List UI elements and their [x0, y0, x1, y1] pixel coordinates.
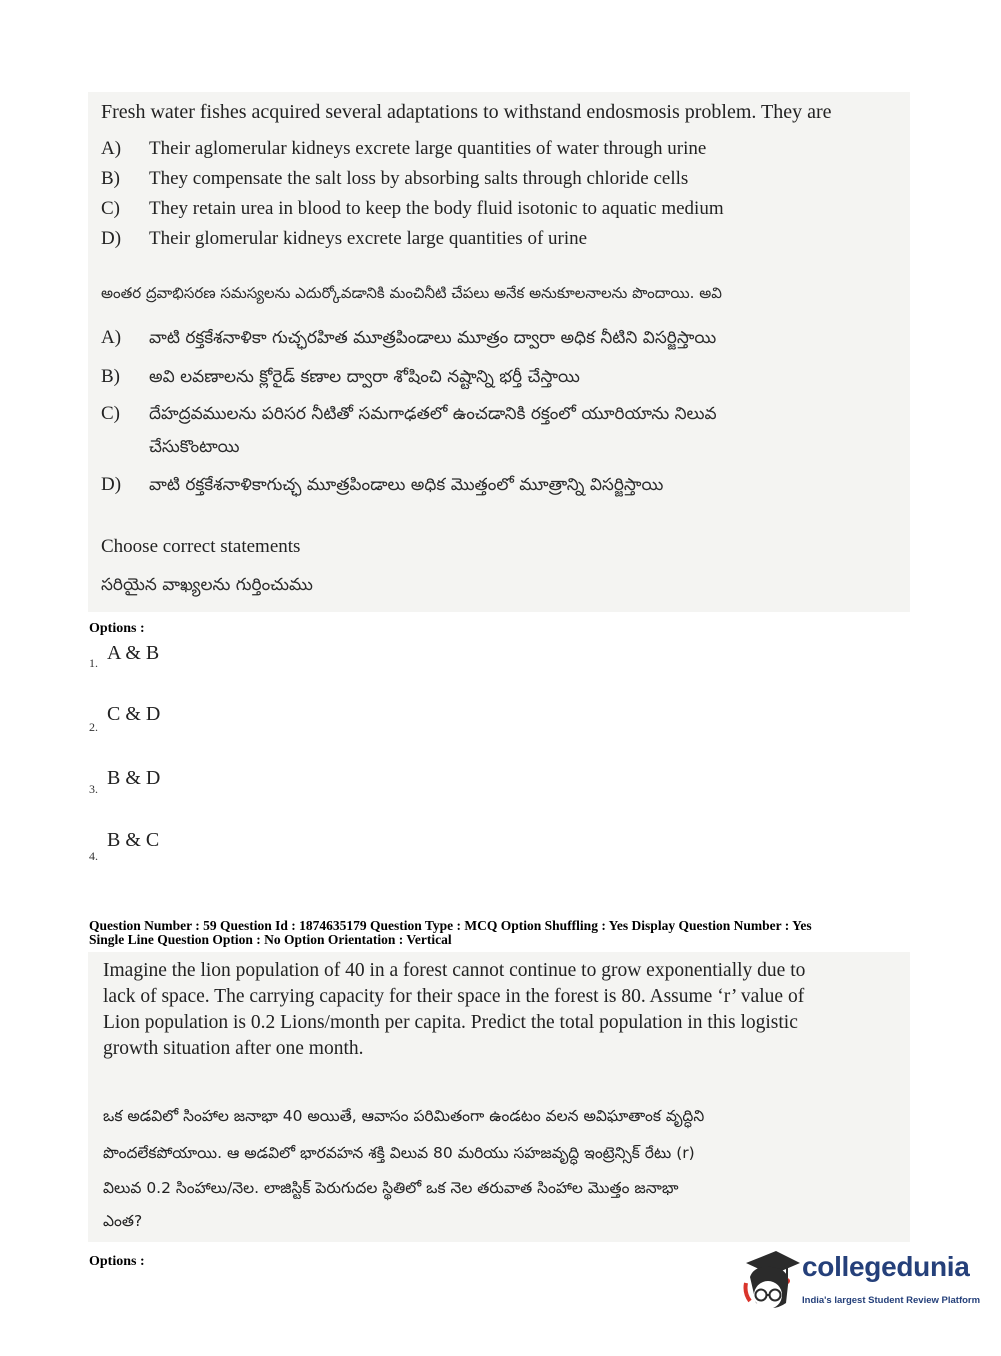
q58-choose-english: Choose correct statements — [101, 536, 301, 557]
logo-wordmark: collegedunia — [802, 1251, 970, 1282]
q58-answer-2-number: 2. — [89, 720, 98, 734]
q59-options-label: Options : — [89, 1254, 145, 1269]
q58-answer-3-number: 3. — [89, 782, 98, 796]
q58-en-option-a: A) Their aglomerular kidneys excrete large quantities of water through urine — [101, 138, 707, 159]
q58-en-option-d: D) Their glomerular kidneys excrete large quantities of urine — [101, 228, 588, 249]
q58-te-option-c: C) దేహద్రవములను పరిసర నీటితో సమగాఢతలో ఉంచడానికి రక్తంలో యూరియాను నిలువ — [101, 403, 717, 424]
q58-answer-2[interactable]: C & D — [107, 703, 161, 725]
q58-en-option-c: C) They retain urea in blood to keep the body fluid isotonic to aquatic medium — [101, 198, 724, 219]
q58-options-label: Options : — [89, 621, 145, 636]
q58-answer-3[interactable]: B & D — [107, 767, 161, 789]
q58-answer-4[interactable]: B & C — [107, 829, 160, 851]
collegedunia-logo — [742, 1243, 981, 1323]
q59-english-line-2: lack of space. The carrying capacity for their space in the forest is 80. Assume ‘r’ value of — [103, 986, 805, 1007]
q59-english-line-3: Lion population is 0.2 Lions/month per capita. Predict the total population in this logistic — [103, 1012, 798, 1033]
q58-answer-4-number: 4. — [89, 849, 98, 863]
q59-meta-line-1: Question Number : 59 Question Id : 1874635179 Question Type : MCQ Option Shuffling : Yes Display Question Number : Yes — [89, 918, 812, 933]
q59-english-line-1: Imagine the lion population of 40 in a forest cannot continue to grow exponentially due to — [103, 960, 806, 981]
q58-telugu-stem: అంతర ద్రవాభిసరణ సమస్యలను ఎదుర్కోవడానికి మంచినీటి చేపలు అనేక అనుకూలనాలను పొందాయి. అవి — [101, 284, 722, 302]
q58-answer-1-number: 1. — [89, 656, 98, 670]
q59-telugu-line-3: విలువ 0.2 సింహాలు/నెల. లాజిస్టిక్ పెరుగుదల స్థితిలో ఒక నెల తరువాత సింహాల మొత్తం జనాభా — [103, 1179, 679, 1197]
q59-telugu-line-4: ఎంత? — [103, 1212, 143, 1230]
q58-choose-telugu: సరియైన వాఖ్యలను గుర్తించుము — [101, 575, 313, 595]
q58-en-option-b: B) They compensate the salt loss by absorbing salts through chloride cells — [101, 168, 689, 189]
logo-tagline: India's largest Student Review Platform — [802, 1295, 981, 1306]
q58-te-option-c-cont: చేసుకొంటాయి — [149, 437, 240, 457]
q59-telugu-line-2: పొందలేకపోయాయి. ఆ అడవిలో భారవహన శక్తి విలువ 80 మరియు సహజవృద్ధి ఇంట్రెన్సిక్ రేటు (r) — [103, 1144, 695, 1162]
q58-english-stem: Fresh water fishes acquired several adaptations to withstand endosmosis problem. They are — [101, 101, 832, 123]
q59-telugu-line-1: ఒక అడవిలో సింహాల జనాభా 40 అయితే, ఆవాసం పరిమితంగా ఉండటం వలన అవిఘాతాంక వృద్ధిని — [103, 1107, 705, 1125]
q58-answer-1[interactable]: A & B — [107, 642, 160, 664]
q59-meta-line-2: Single Line Question Option : No Option Orientation : Vertical — [89, 932, 452, 947]
q59-english-line-4: growth situation after one month. — [103, 1038, 364, 1059]
student-mascot-icon — [742, 1243, 800, 1323]
q58-te-option-b: B) అవి లవణాలను క్లోరైడ్ కణాల ద్వారా శోషించి నష్టాన్ని భర్తీ చేస్తాయి — [101, 366, 580, 387]
q58-te-option-d: D) వాటి రక్తకేశనాళికాగుచ్ఛ మూత్రపిండాలు అధిక మొత్తంలో మూత్రాన్ని విసర్జిస్తాయి — [101, 474, 664, 495]
q58-te-option-a: A) వాటి రక్తకేశనాళికా గుచ్ఛరహిత మూత్రపిండాలు మూత్రం ద్వారా అధిక నీటిని విసర్జిస్తాయి — [101, 327, 717, 348]
